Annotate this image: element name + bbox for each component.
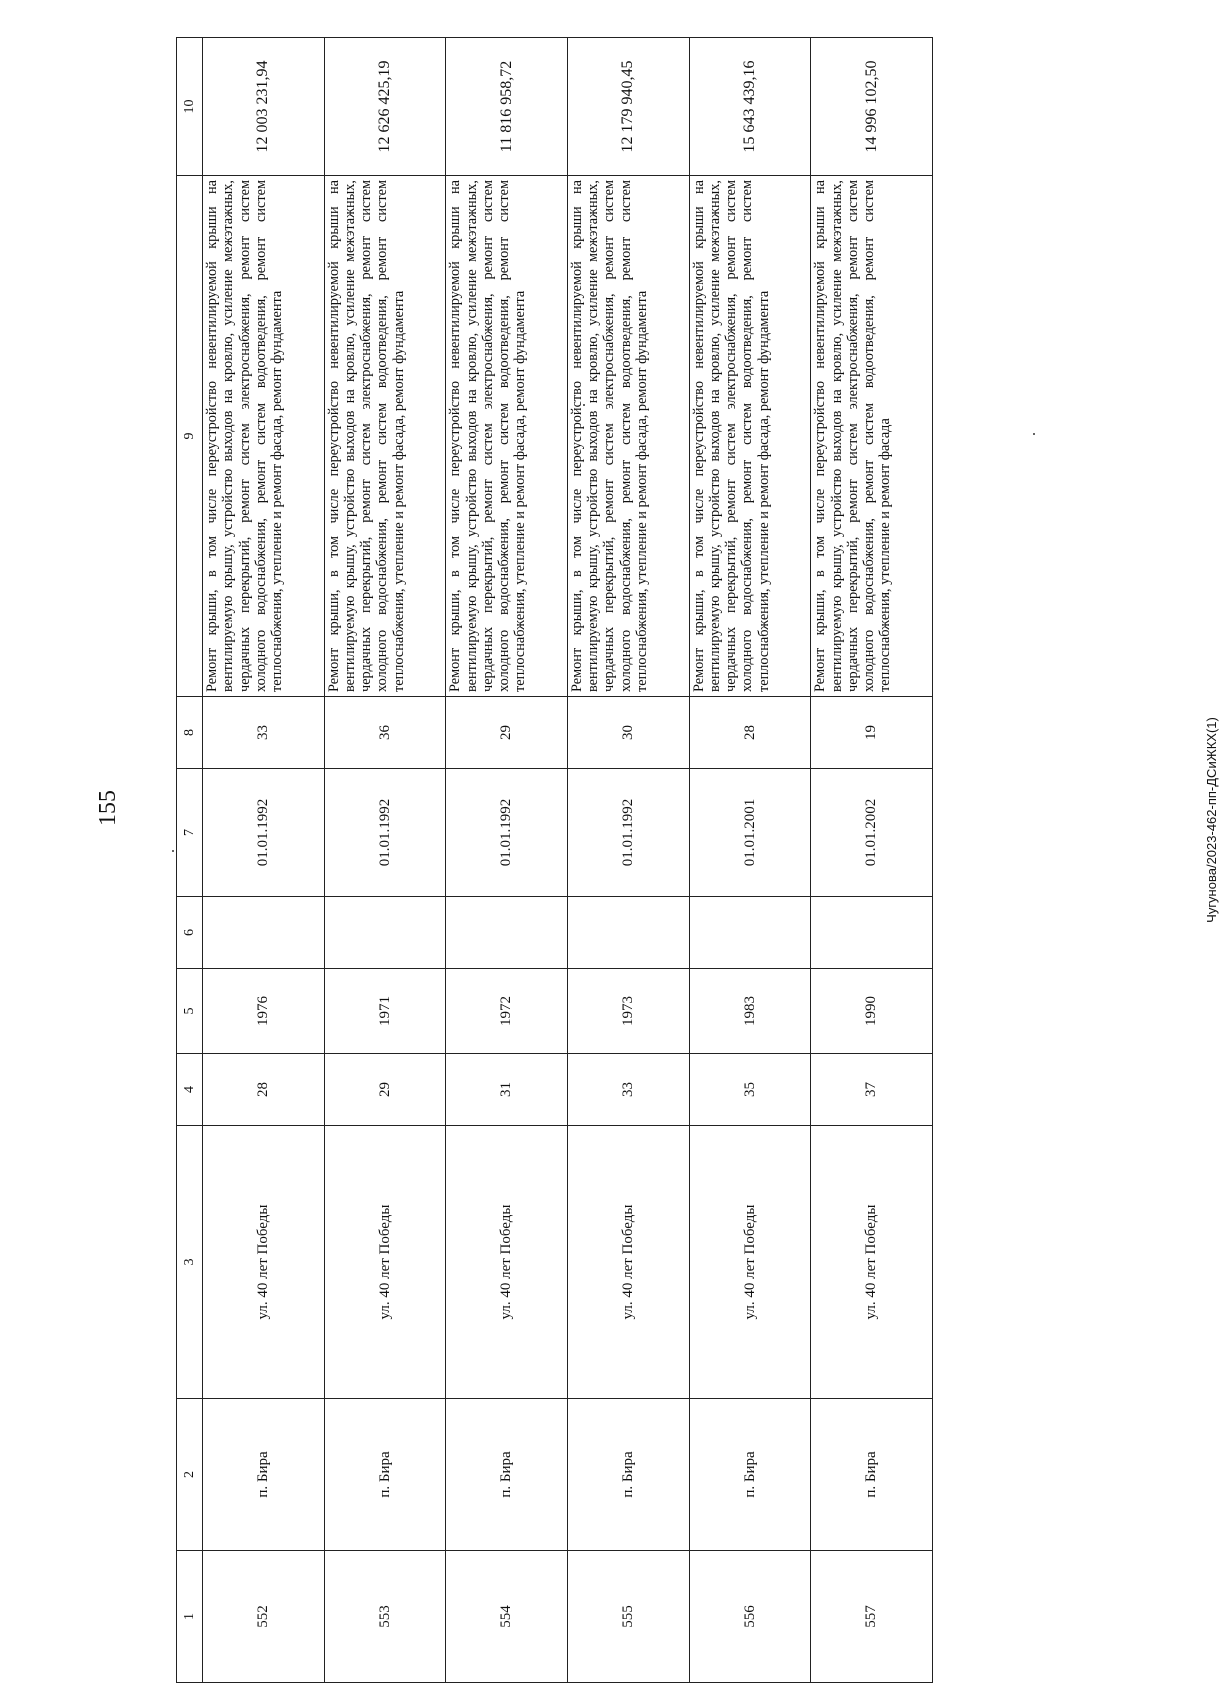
locality-cell: п. Бира — [324, 1399, 446, 1551]
locality-cell: п. Бира — [446, 1399, 568, 1551]
year-built-cell: 1972 — [446, 969, 568, 1054]
column-6-cell — [689, 897, 811, 969]
street-cell: ул. 40 лет Победы — [446, 1126, 568, 1399]
house-number-cell: 28 — [203, 1054, 325, 1126]
street-cell: ул. 40 лет Победы — [203, 1126, 325, 1399]
row-number-cell: 555 — [568, 1551, 690, 1683]
cost-cell: 12 179 940,45 — [568, 38, 690, 176]
document-code: Чугунова/2023-462-пп-ДСиЖКХ(1) — [1204, 717, 1219, 923]
cost-cell: 12 003 231,94 — [203, 38, 325, 176]
capital-repair-table — [176, 37, 933, 1683]
street-cell: ул. 40 лет Победы — [324, 1126, 446, 1399]
cost-cell: 11 816 958,72 — [446, 38, 568, 176]
year-built-cell: 1990 — [811, 969, 933, 1054]
table-row — [324, 38, 446, 1683]
column-8-cell: 29 — [446, 697, 568, 769]
date-cell: 01.01.1992 — [324, 769, 446, 897]
repair-works-cell: Ремонт крыши, в том числе переустройство невентилируемой крыши на вентилируемую крышу, устройство выходов на кровлю, усиление межэтажных, чердачных перекрытий, ремонт систем электроснабжения, ремонт систем холодного водоснабжения, ремонт систем водоотведения, ремонт систем теплоснабжения, утепление и ремонт фасада, ремонт фундамента — [689, 176, 811, 697]
column-6-cell — [568, 897, 690, 969]
column-header: 6 — [177, 897, 203, 969]
date-cell: 01.01.2001 — [689, 769, 811, 897]
column-8-cell: 30 — [568, 697, 690, 769]
house-number-cell: 29 — [324, 1054, 446, 1126]
column-8-cell: 19 — [811, 697, 933, 769]
cost-cell: 15 643 439,16 — [689, 38, 811, 176]
locality-cell: п. Бира — [203, 1399, 325, 1551]
scan-speck — [172, 850, 174, 852]
repair-works-cell: Ремонт крыши, в том числе переустройство невентилируемой крыши на вентилируемую крышу, устройство выходов на кровлю, усиление межэтажных, чердачных перекрытий, ремонт систем электроснабжения, ремонт систем холодного водоснабжения, ремонт систем водоотведения, ремонт систем теплоснабжения, утепление и ремонт фасада, ремонт фундамента — [446, 176, 568, 697]
date-cell: 01.01.1992 — [568, 769, 690, 897]
column-header: 2 — [177, 1399, 203, 1551]
row-number-cell: 552 — [203, 1551, 325, 1683]
date-cell: 01.01.1992 — [203, 769, 325, 897]
cost-cell: 12 626 425,19 — [324, 38, 446, 176]
row-number-cell: 556 — [689, 1551, 811, 1683]
repair-works-cell: Ремонт крыши, в том числе переустройство невентилируемой крыши на вентилируемую крышу, устройство выходов на кровлю, усиление межэтажных, чердачных перекрытий, ремонт систем электроснабжения, ремонт систем холодного водоснабжения, ремонт систем водоотведения, ремонт систем теплоснабжения, утепление и ремонт фасада, ремонт фундамента — [203, 176, 325, 697]
column-number-row — [177, 38, 203, 1683]
table-row — [446, 38, 568, 1683]
column-8-cell: 33 — [203, 697, 325, 769]
column-header: 10 — [177, 38, 203, 176]
column-8-cell: 36 — [324, 697, 446, 769]
row-number-cell: 553 — [324, 1551, 446, 1683]
column-header: 7 — [177, 769, 203, 897]
rotated-table-container — [176, 38, 933, 1683]
locality-cell: п. Бира — [811, 1399, 933, 1551]
column-6-cell — [203, 897, 325, 969]
table-row — [203, 38, 325, 1683]
house-number-cell: 31 — [446, 1054, 568, 1126]
house-number-cell: 37 — [811, 1054, 933, 1126]
column-8-cell: 28 — [689, 697, 811, 769]
cost-cell: 14 996 102,50 — [811, 38, 933, 176]
repair-works-cell: Ремонт крыши, в том числе переустройство невентилируемой крыши на вентилируемую крышу, устройство выходов на кровлю, усиление межэтажных, чердачных перекрытий, ремонт систем электроснабжения, ремонт систем холодного водоснабжения, ремонт систем водоотведения, ремонт систем теплоснабжения, утепление и ремонт фасада — [811, 176, 933, 697]
column-header: 4 — [177, 1054, 203, 1126]
date-cell: 01.01.1992 — [446, 769, 568, 897]
column-header: 8 — [177, 697, 203, 769]
column-header: 9 — [177, 176, 203, 697]
year-built-cell: 1983 — [689, 969, 811, 1054]
column-header: 1 — [177, 1551, 203, 1683]
table-body — [177, 38, 933, 1683]
table-row — [689, 38, 811, 1683]
table-row — [811, 38, 933, 1683]
date-cell: 01.01.2002 — [811, 769, 933, 897]
house-number-cell: 33 — [568, 1054, 690, 1126]
year-built-cell: 1971 — [324, 969, 446, 1054]
column-6-cell — [811, 897, 933, 969]
row-number-cell: 554 — [446, 1551, 568, 1683]
table-viewport — [176, 38, 933, 1683]
street-cell: ул. 40 лет Победы — [689, 1126, 811, 1399]
column-header: 5 — [177, 969, 203, 1054]
year-built-cell: 1976 — [203, 969, 325, 1054]
scan-speck — [1033, 433, 1035, 435]
column-6-cell — [324, 897, 446, 969]
house-number-cell: 35 — [689, 1054, 811, 1126]
repair-works-cell: Ремонт крыши, в том числе переустройство невентилируемой крыши на вентилируемую крышу, устройство выходов на кровлю, усиление межэтажных, чердачных перекрытий, ремонт систем электроснабжения, ремонт систем холодного водоснабжения, ремонт систем водоотведения, ремонт систем теплоснабжения, утепление и ремонт фасада, ремонт фундамента — [324, 176, 446, 697]
locality-cell: п. Бира — [568, 1399, 690, 1551]
locality-cell: п. Бира — [689, 1399, 811, 1551]
street-cell: ул. 40 лет Победы — [568, 1126, 690, 1399]
row-number-cell: 557 — [811, 1551, 933, 1683]
repair-works-cell: Ремонт крыши, в том числе переустройство невентилируемой крыши на вентилируемую крышу, устройство выходов на кровлю, усиление межэтажных, чердачных перекрытий, ремонт систем электроснабжения, ремонт систем холодного водоснабжения, ремонт систем водоотведения, ремонт систем теплоснабжения, утепление и ремонт фасада, ремонт фундамента — [568, 176, 690, 697]
table-row — [568, 38, 690, 1683]
page-number: 155 — [95, 790, 121, 826]
column-header: 3 — [177, 1126, 203, 1399]
column-6-cell — [446, 897, 568, 969]
year-built-cell: 1973 — [568, 969, 690, 1054]
street-cell: ул. 40 лет Победы — [811, 1126, 933, 1399]
